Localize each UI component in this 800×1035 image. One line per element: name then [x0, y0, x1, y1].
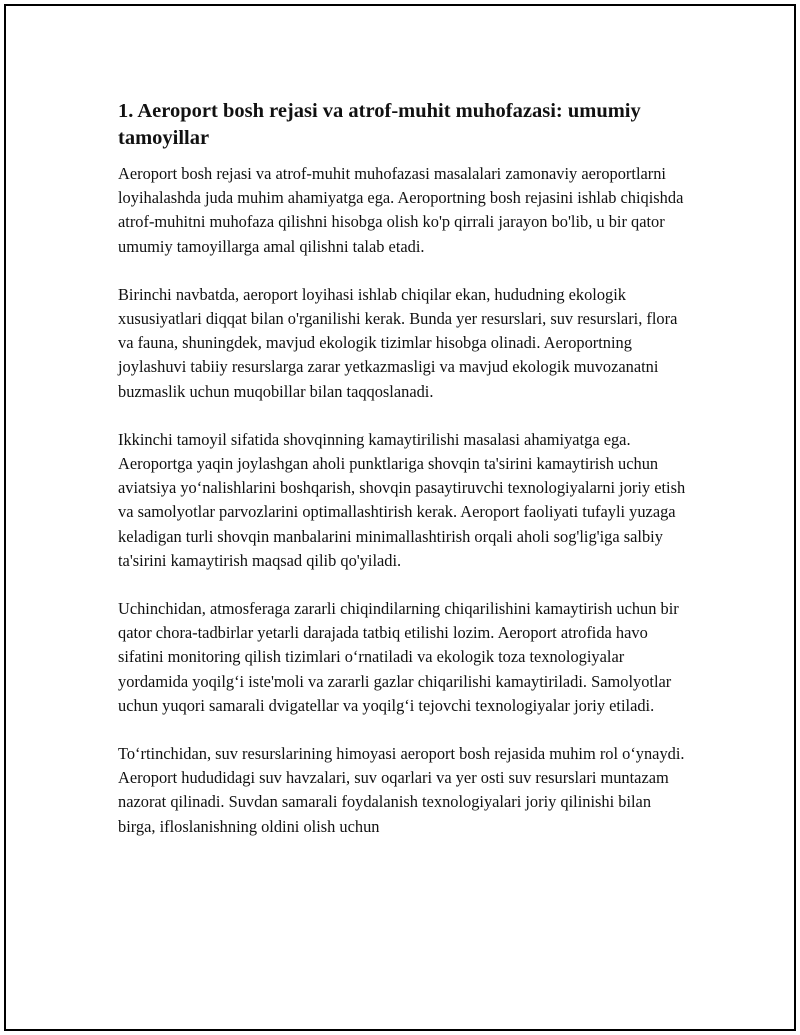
- document-body: [118, 98, 690, 863]
- paragraph-first-principle: Birinchi navbatda, aeroport loyihasi ishlab chiqilar ekan, hududning ekologik xususiyatlari diqqat bilan o'rganilishi kerak. Bunda yer resurslari, suv resurslari, flora va fauna, shuningdek, mavjud ekologik tizimlar hisobga olinadi. Aeroportning joylashuvi tabiiy resurslarga zarar yetkazmasligi va mavjud ekologik muvozanatni buzmaslik uchun muqobillar bilan taqqoslanadi.: [118, 284, 678, 401]
- section-heading: 1. Aeroport bosh rejasi va atrof-muhit muhofazasi: umumiy tamoyillar: [118, 100, 641, 149]
- paragraph-fourth-principle: To‘rtinchidan, suv resurslarining himoyasi aeroport bosh rejasida muhim rol o‘ynaydi. Aeroport hududidagi suv havzalari, suv oqarlari va yer osti suv resurslari muntazam nazorat qilinadi. Suvdan samarali foydalanish texnologiyalari joriy qilinishi bilan birga, ifloslanishning oldini olish uchun: [118, 744, 685, 836]
- document-page: [4, 4, 796, 1031]
- paragraph-third-principle: Uchinchidan, atmosferaga zararli chiqindilarning chiqarilishini kamaytirish uchun bir qator chora-tadbirlar yetarli darajada tatbiq etilishi lozim. Aeroport atrofida havo sifatini monitoring qilish tizimlari o‘rnatiladi va ekologik toza texnologiyalar yordamida yoqilg‘i iste'moli va zararli gazlar chiqarilishi kamaytiriladi. Samolyotlar uchun yuqori samarali dvigatellar va yoqilg‘i tejovchi texnologiyalar joriy etiladi.: [118, 599, 679, 715]
- paragraph-intro: Aeroport bosh rejasi va atrof-muhit muhofazasi masalalari zamonaviy aeroportlarni loyihalashda juda muhim ahamiyatga ega. Aeroportning bosh rejasini ishlab chiqishda atrof-muhitni muhofaza qilishni hisobga olish ko'p qirrali jarayon bo'lib, u bir qator umumiy tamoyillarga amal qilishni talab etadi.: [118, 164, 684, 256]
- paragraph-second-principle: Ikkinchi tamoyil sifatida shovqinning kamaytirilishi masalasi ahamiyatga ega. Aeroportga yaqin joylashgan aholi punktlariga shovqin ta'sirini kamaytirish uchun aviatsiya yo‘nalishlarini boshqarish, shovqin pasaytiruvchi texnologiyalarni joriy etish va samolyotlar parvozlarini optimallashtirish kerak. Aeroport faoliyati tufayli yuzaga keladigan turli shovqin manbalarini minimallashtirish orqali aholi sog'lig'iga salbiy ta'sirini kamaytirish maqsad qilib qo'yiladi.: [118, 429, 686, 570]
